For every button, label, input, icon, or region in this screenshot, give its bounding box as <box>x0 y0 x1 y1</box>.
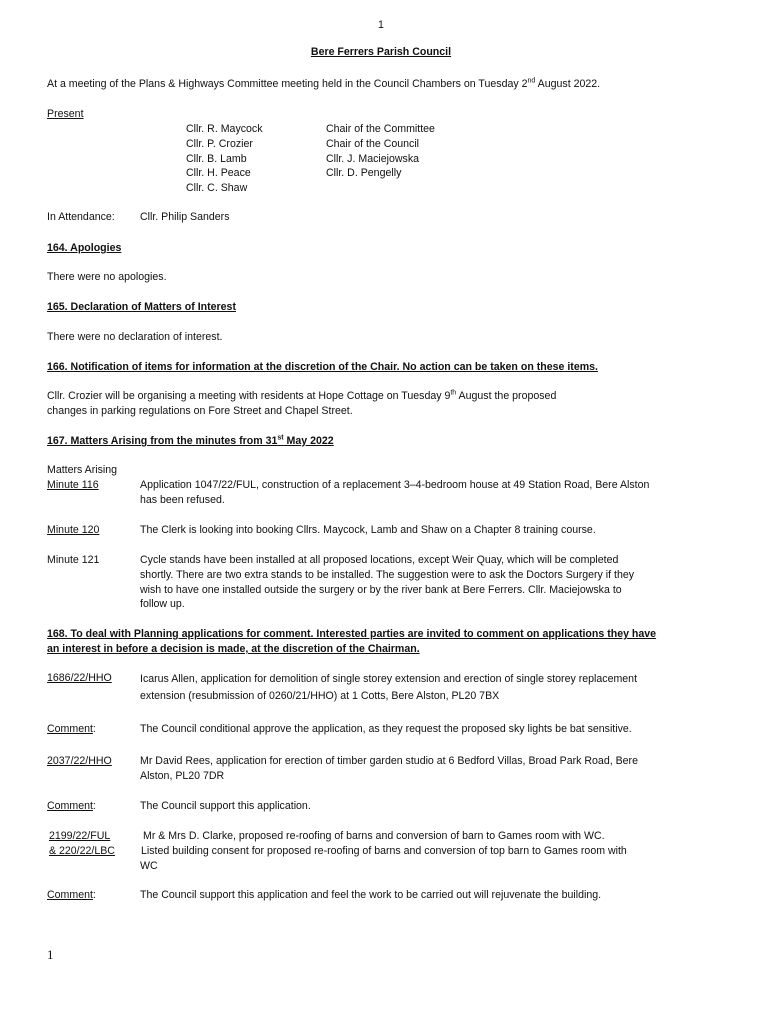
present-role: Chair of the Council <box>326 137 420 150</box>
minute-label: Minute 121 <box>47 554 100 566</box>
application-text: Icarus Allen, application for demolition of single storey extension and erection of single storey replacement extension (resubmission of 0260/21/HHO) at 1 Cotts, Bere Alston, PL20 7BX <box>140 673 638 702</box>
application-ref: 2199/22/FUL & 220/22/LBC <box>49 830 115 857</box>
comment-label: Comment: <box>47 723 96 735</box>
heading-164: 164. Apologies <box>47 242 122 254</box>
application-text: Mr & Mrs D. Clarke, proposed re-roofing of barns and conversion of barn to Games room with WC. Listed building consent for proposed re-roofing of barns and conversion of top barn to Games room with WC <box>140 830 627 872</box>
comment-text: The Council conditional approve the application, as they request the proposed sky lights be bat sensitive. <box>140 723 632 735</box>
heading-167: 167. Matters Arising from the minutes from 31st May 2022 <box>47 434 334 447</box>
page-number-bottom: 1 <box>47 947 54 962</box>
present-member: Cllr. C. Shaw <box>186 182 248 195</box>
text-165: There were no declaration of interest. <box>47 331 223 343</box>
attendance-value: Cllr. Philip Sanders <box>140 211 230 223</box>
minute-text: Application 1047/22/FUL, construction of a replacement 3–4-bedroom house at 49 Station Road, Bere Alston has been refused. <box>140 479 650 506</box>
present-member: Cllr. H. Peace <box>186 167 251 180</box>
text-164: There were no apologies. <box>47 271 167 283</box>
comment-text: The Council support this application and feel the work to be carried out will rejuvenate the building. <box>140 889 602 901</box>
minute-label: Minute 120 <box>47 524 100 536</box>
minute-text: Cycle stands have been installed at all proposed locations, except Weir Quay, which will be completed shortly. There are two extra stands to be installed. The suggestion were to ask the Doctors Surgery if they wish to have one installed outside the surgery or by the river bank at Bere Ferrers. Cllr. Maciejowska to follow up. <box>140 554 635 611</box>
heading-168-line-1: 168. To deal with Planning applications for comment. Interested parties are invited to comment on applications they have <box>47 628 657 640</box>
matters-arising-label: Matters Arising <box>47 464 118 476</box>
present-heading: Present <box>47 108 84 120</box>
application-ref: 2037/22/HHO <box>47 755 112 767</box>
comment-label: Comment: <box>47 889 96 901</box>
attendance-label: In Attendance: <box>47 211 115 223</box>
text-166-line-1: Cllr. Crozier will be organising a meeting with residents at Hope Cottage on Tuesday 9th August the proposed <box>47 389 557 402</box>
present-col-2 <box>326 122 435 181</box>
heading-168-line-2: an interest in before a decision is made, at the discretion of the Chairman. <box>47 643 420 655</box>
application-text: Mr David Rees, application for erection of timber garden studio at 6 Bedford Villas, Broad Park Road, Bere Alston, PL20 7DR <box>140 755 638 782</box>
present-member: Cllr. B. Lamb <box>186 152 247 165</box>
present-member: Cllr. R. Maycock <box>186 123 263 135</box>
minute-label: Minute 116 <box>47 479 99 491</box>
application-ref: 1686/22/HHO <box>47 672 112 684</box>
heading-166: 166. Notification of items for information at the discretion of the Chair. No action can be taken on these items. <box>47 361 598 373</box>
present-col-1 <box>186 122 263 196</box>
present-member: Cllr. P. Crozier <box>186 137 253 150</box>
text-166-line-2: changes in parking regulations on Fore Street and Chapel Street. <box>47 405 353 417</box>
present-member: Cllr. D. Pengelly <box>326 167 402 180</box>
page-number-top: 1 <box>378 19 384 31</box>
document-title: Bere Ferrers Parish Council <box>310 46 452 58</box>
heading-165: 165. Declaration of Matters of Interest <box>47 301 236 313</box>
intro-line: At a meeting of the Plans & Highways Committee meeting held in the Council Chambers on Tuesday 2nd August 2022. <box>47 77 601 90</box>
present-member: Cllr. J. Maciejowska <box>326 152 420 165</box>
comment-label: Comment: <box>47 800 96 812</box>
comment-text: The Council support this application. <box>140 800 311 812</box>
minute-text: The Clerk is looking into booking Cllrs. Maycock, Lamb and Shaw on a Chapter 8 training course. <box>140 524 596 536</box>
present-role: Chair of the Committee <box>326 123 435 135</box>
